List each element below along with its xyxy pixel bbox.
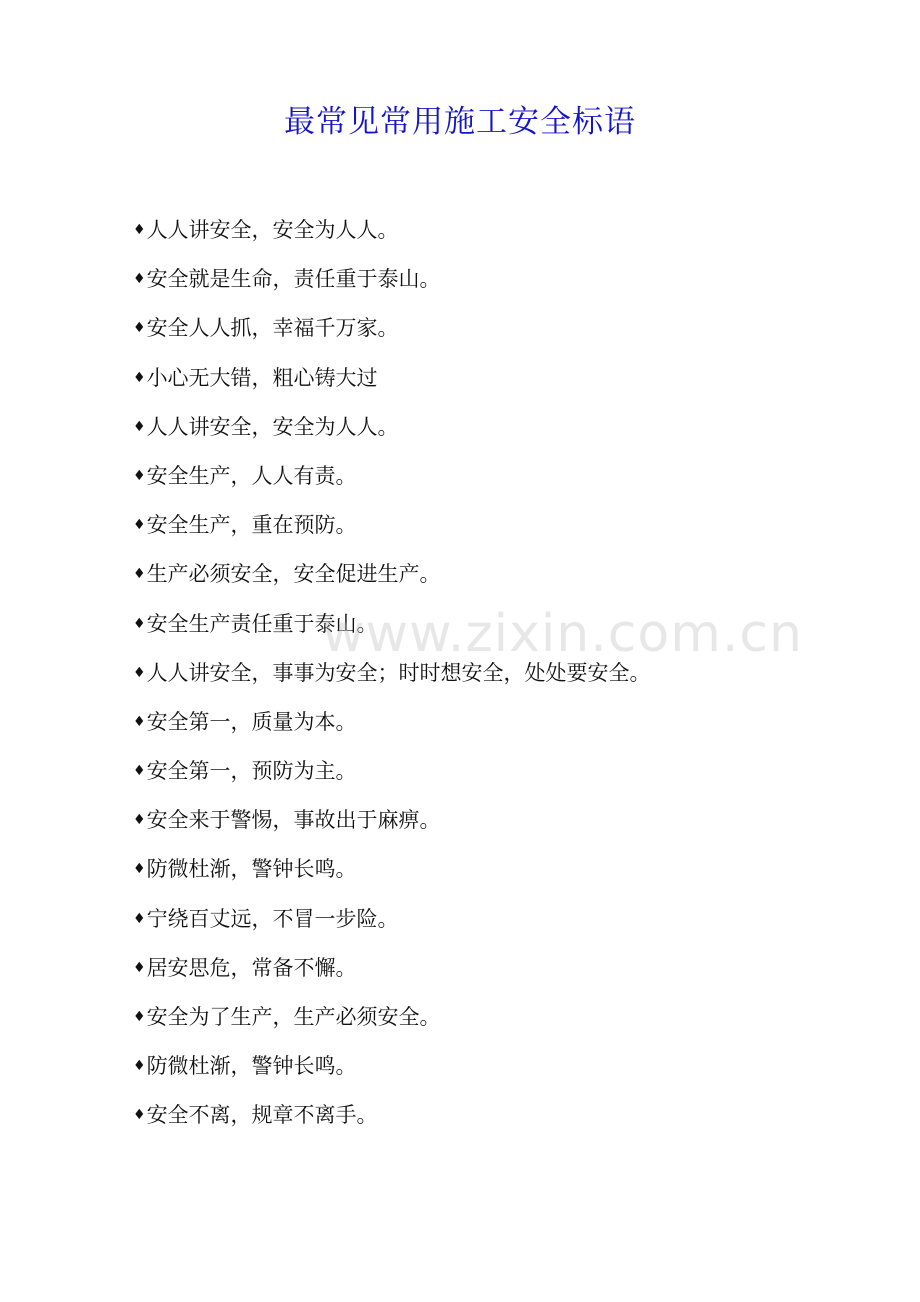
slogan-text: 宁绕百丈远，不冒一步险。 xyxy=(146,906,399,931)
slogan-text: 安全第一，预防为主。 xyxy=(146,759,357,784)
list-item xyxy=(133,706,873,755)
slogan-text: 安全第一，质量为本。 xyxy=(146,709,357,734)
diamond-bullet-icon: ♦ xyxy=(133,861,146,878)
site-watermark: www.zixin.com.cn xyxy=(322,604,803,664)
list-item xyxy=(133,1001,873,1050)
list-item xyxy=(133,1099,873,1148)
slogan-text: 居安思危，常备不懈。 xyxy=(146,955,357,980)
diamond-bullet-icon: ♦ xyxy=(133,959,146,976)
slogan-text: 安全生产，人人有责。 xyxy=(146,463,357,488)
diamond-bullet-icon: ♦ xyxy=(133,320,146,337)
slogan-text: 人人讲安全，安全为人人。 xyxy=(146,218,399,242)
list-item xyxy=(133,362,873,411)
diamond-bullet-icon: ♦ xyxy=(133,467,146,484)
diamond-bullet-icon: ♦ xyxy=(133,517,146,534)
list-item xyxy=(133,558,873,607)
list-item xyxy=(133,214,873,263)
diamond-bullet-icon: ♦ xyxy=(133,812,146,829)
diamond-bullet-icon: ♦ xyxy=(133,1107,146,1124)
slogan-text: 安全生产责任重于泰山。 xyxy=(146,611,378,636)
slogan-text: 安全人人抓，幸福千万家。 xyxy=(146,316,399,341)
diamond-bullet-icon: ♦ xyxy=(133,1058,146,1075)
diamond-bullet-icon: ♦ xyxy=(133,566,146,583)
diamond-bullet-icon: ♦ xyxy=(133,713,146,730)
slogan-text: 防微杜渐，警钟长鸣。 xyxy=(146,1054,357,1079)
slogan-text: 小心无大错，粗心铸大过 xyxy=(146,365,378,390)
list-item xyxy=(133,312,873,361)
diamond-bullet-icon: ♦ xyxy=(133,271,146,288)
diamond-bullet-icon: ♦ xyxy=(133,763,146,780)
list-item xyxy=(133,804,873,853)
list-item xyxy=(133,1050,873,1099)
diamond-bullet-icon: ♦ xyxy=(133,664,146,681)
diamond-bullet-icon: ♦ xyxy=(133,910,146,927)
slogan-text: 生产必须安全，安全促进生产。 xyxy=(146,562,441,587)
slogan-text: 安全为了生产，生产必须安全。 xyxy=(146,1005,441,1029)
list-item xyxy=(133,411,873,460)
list-item xyxy=(133,755,873,804)
list-item xyxy=(133,509,873,558)
diamond-bullet-icon: ♦ xyxy=(133,1009,146,1025)
slogan-text: 人人讲安全，安全为人人。 xyxy=(146,414,399,439)
list-item xyxy=(133,952,873,1001)
list-item xyxy=(133,263,873,312)
diamond-bullet-icon: ♦ xyxy=(133,222,146,238)
slogan-text: 安全来于警惕，事故出于麻痹。 xyxy=(146,808,441,833)
diamond-bullet-icon: ♦ xyxy=(133,369,146,386)
diamond-bullet-icon: ♦ xyxy=(133,615,146,632)
slogan-list xyxy=(133,214,873,1149)
list-item xyxy=(133,903,873,952)
diamond-bullet-icon: ♦ xyxy=(133,418,146,435)
slogan-text: 安全生产，重在预防。 xyxy=(146,513,357,538)
slogan-text: 安全不离，规章不离手。 xyxy=(146,1103,378,1128)
list-item xyxy=(133,853,873,902)
list-item xyxy=(133,608,873,657)
slogan-text: 安全就是生命，责任重于泰山。 xyxy=(146,267,441,292)
list-item xyxy=(133,657,873,706)
list-item xyxy=(133,460,873,509)
document-title: 最常见常用施工安全标语 xyxy=(284,104,636,140)
slogan-text: 人人讲安全，事事为安全；时时想安全，处处要安全。 xyxy=(146,660,651,685)
slogan-text: 防微杜渐，警钟长鸣。 xyxy=(146,857,357,882)
